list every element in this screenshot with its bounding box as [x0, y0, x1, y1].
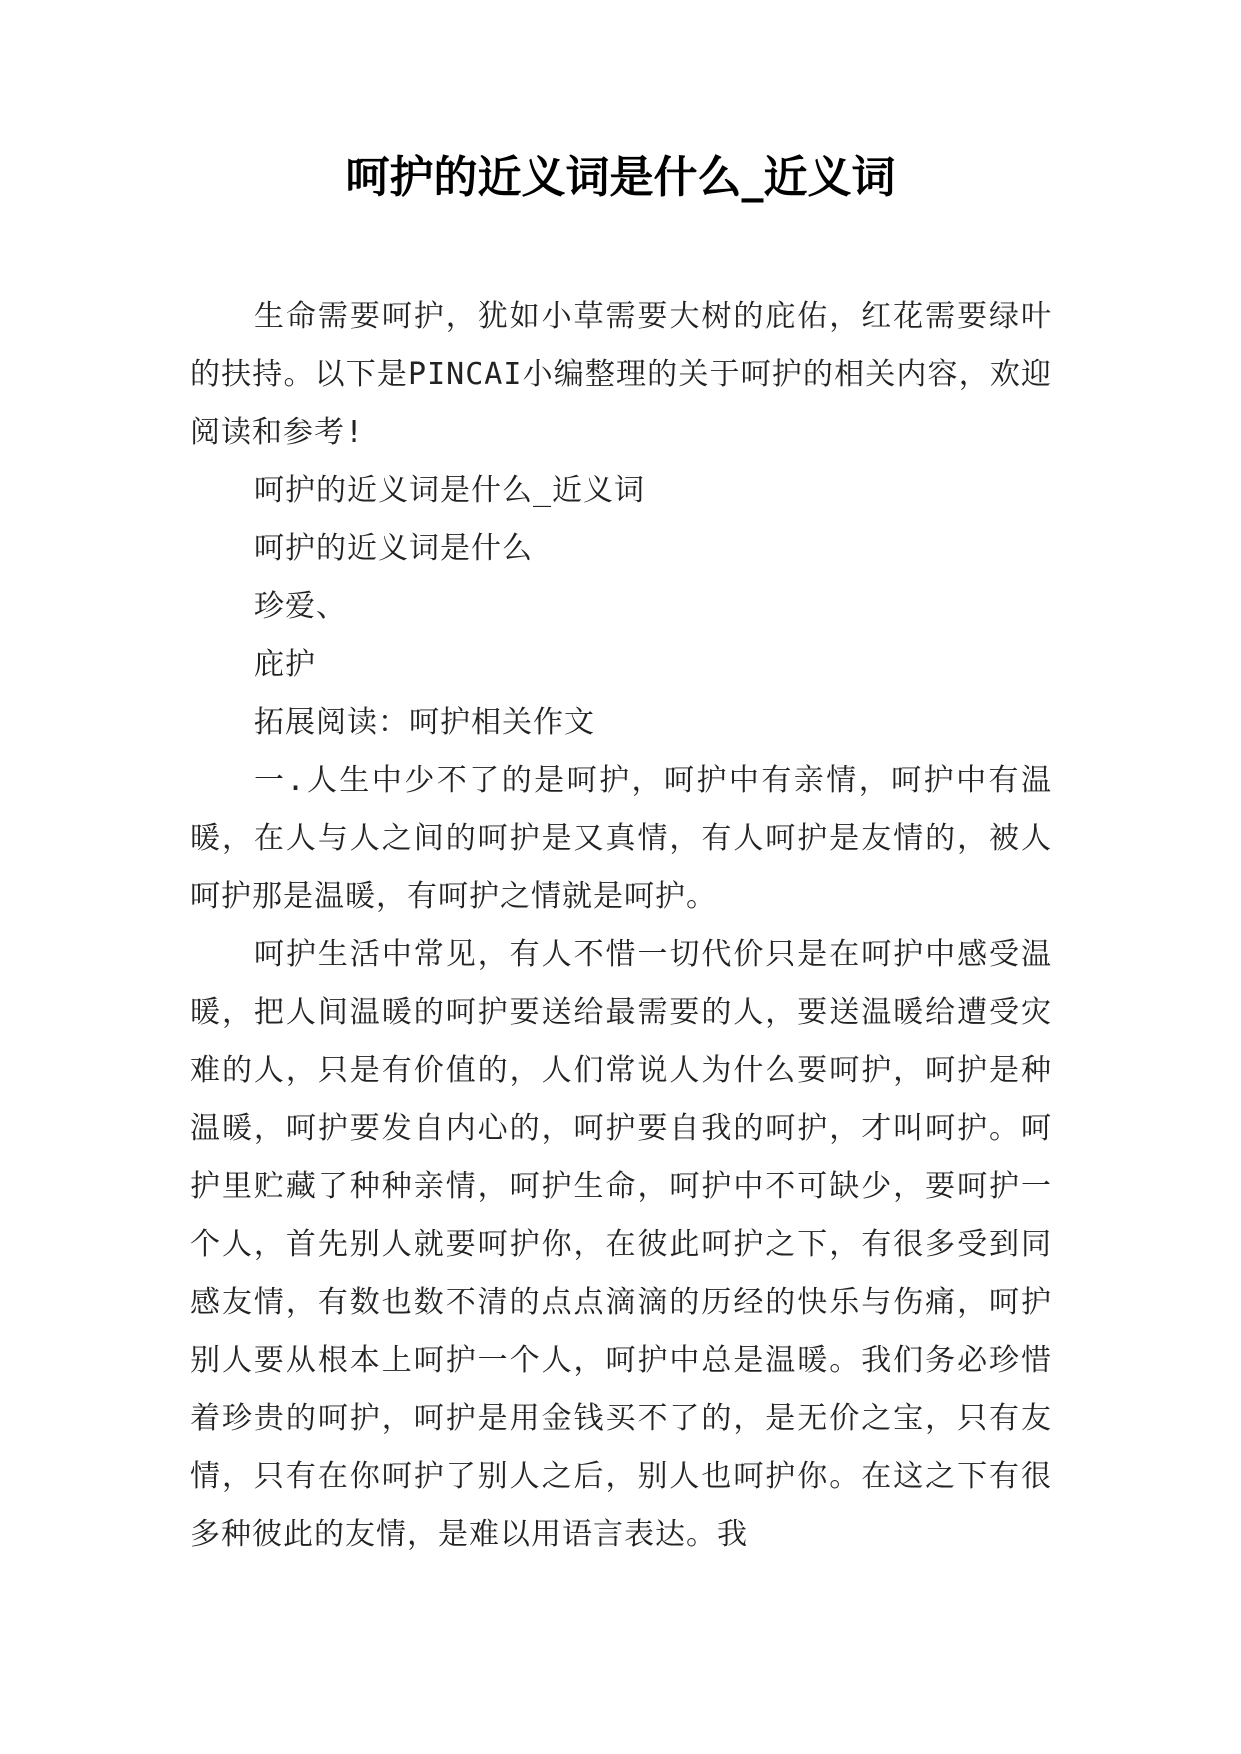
extended-reading-heading: 拓展阅读：呵护相关作文 [254, 705, 595, 740]
essay-paragraph: 呵护生活中常见，有人不惜一切代价只是在呵护中感受温暖，把人间温暖的呵护要送给最需要的人，要送温暖给遭受灾难的人，只是有价值的，人们常说人为什么要呵护，呵护是种温暖，呵护要发自内心的，呵护要自我的呵护，才叫呵护。呵护里贮藏了种种亲情，呵护生命，呵护中不可缺少，要呵护一个人，首先别人就要呵护你，在彼此呵护之下，有很多受到同感友情，有数也数不清的点点滴滴的历经的快乐与伤痛，呵护别人要从根本上呵护一个人，呵护中总是温暖。我们务必珍惜着珍贵的呵护，呵护是用金钱买不了的，是无价之宝，只有友情，只有在你呵护了别人之后，别人也呵护你。在这之下有很多种彼此的友情，是难以用语言表达。我 [190, 937, 1052, 1552]
subheading: 呵护的近义词是什么 [254, 531, 533, 566]
synonym-item: 庇护 [254, 647, 316, 682]
essay-paragraph: 一.人生中少不了的是呵护，呵护中有亲情，呵护中有温暖，在人与人之间的呵护是又真情，有人呵护是友情的，被人呵护那是温暖，有呵护之情就是呵护。 [190, 763, 1052, 914]
document-body [190, 288, 1052, 1564]
document-title: 呵护的近义词是什么_近义词 [345, 152, 896, 203]
section-heading: 呵护的近义词是什么_近义词 [254, 473, 646, 508]
intro-paragraph: 生命需要呵护，犹如小草需要大树的庇佑，红花需要绿叶的扶持。以下是PINCAI小编整理的关于呵护的相关内容，欢迎阅读和参考! [190, 299, 1052, 450]
synonym-item: 珍爱、 [254, 589, 347, 624]
